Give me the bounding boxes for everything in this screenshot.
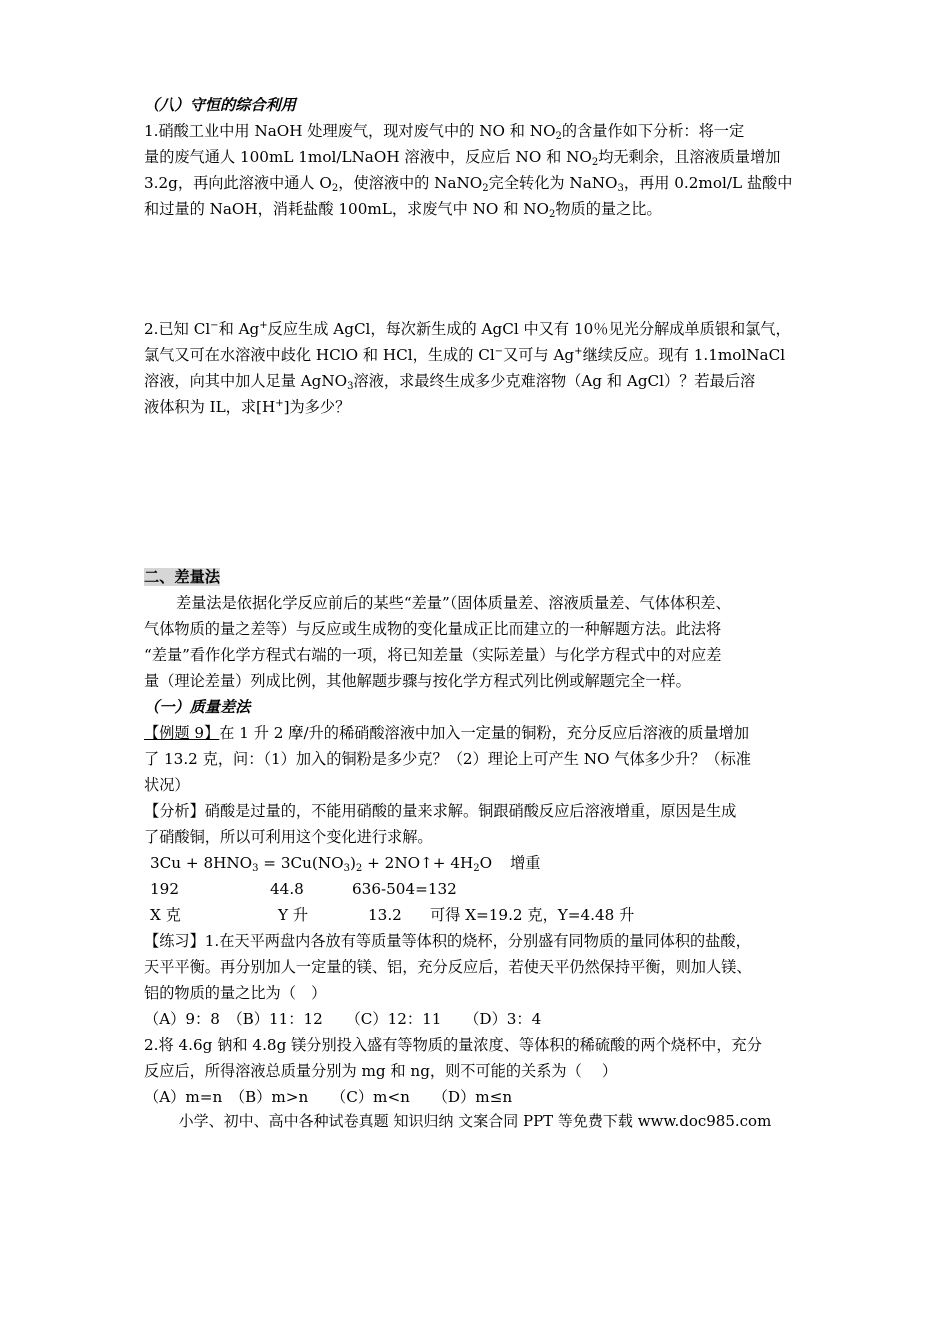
practice-line: 反应后，所得溶液总质量分别为 mg 和 ng，则不可能的关系为（ ） [144, 1062, 618, 1080]
eq-part: O [479, 854, 493, 872]
text: 物质的量之比。 [555, 200, 662, 218]
subscript: 3 [347, 381, 354, 392]
text: 溶液，向其中加人足量 AgNO [144, 372, 348, 390]
intro-line: “差量”看作化学方程式右端的一项，将已知差量（实际差量）与化学方程式中的对应差 [144, 646, 722, 664]
text: 状况） [144, 776, 190, 794]
eq-cell: 636-504=132 [352, 880, 457, 898]
subscript: 2 [482, 183, 489, 194]
equation-row [144, 876, 820, 902]
text: 2.已知 Cl [144, 320, 211, 338]
eq-cell: 192 [150, 880, 179, 898]
analysis-line: 【分析】硝酸是过量的，不能用硝酸的量来求解。铜跟硝酸反应后溶液增重，原因是生成 [144, 802, 737, 820]
text: 了 13.2 克，问：（1）加入的铜粉是多少克？（2）理论上可产生 NO 气体多少升？（标准 [144, 750, 751, 768]
example-label: 【例题 9】 [144, 724, 220, 742]
superscript: + [574, 346, 583, 357]
text: 量的废气通人 100mL 1mol/LNaOH 溶液中，反应后 NO 和 NO [144, 148, 592, 166]
text: 和 Ag [218, 320, 260, 338]
question-1 [144, 118, 820, 222]
intro-line: 量（理论差量）列成比例，其他解题步骤与按化学方程式列比例或解题完全一样。 [144, 672, 691, 690]
equation [144, 850, 820, 876]
text: ]为多少？ [283, 398, 351, 416]
practice-line: 【练习】1.在天平两盘内各放有等质量等体积的烧杯，分别盛有同物质的量同体积的盐酸， [144, 932, 751, 950]
text: 在 1 升 2 摩/升的稀硝酸溶液中加入一定量的铜粉，充分反应后溶液的质量增加 [219, 724, 750, 742]
text: 和过量的 NaOH，消耗盐酸 100mL，求废气中 NO 和 NO [144, 200, 549, 218]
eq-gain-label: 增重 [510, 854, 541, 872]
section-conservation [144, 92, 820, 222]
subscript: 2 [473, 863, 480, 874]
subscript: 3 [617, 183, 624, 194]
eq-cell: 可得 X=19.2 克，Y=4.48 升 [430, 906, 635, 924]
subscript: 2 [591, 157, 599, 168]
section-difference-method [144, 564, 820, 1110]
text: 继续反应。现有 1.1molNaCl [582, 346, 786, 364]
superscript: + [275, 398, 284, 409]
practice-line: 2.将 4.6g 钠和 4.8g 镁分别投入盛有等物质的量浓度、等体积的稀硫酸的两个烧杯中，充分 [144, 1036, 762, 1054]
text: ，再用 0.2mol/L 盐酸中 [623, 174, 793, 192]
practice-options: （A）9：8 （B）11：12 （C）12：11 （D）3：4 [144, 1010, 542, 1028]
section-heading: （八）守恒的综合利用 [144, 96, 296, 114]
intro-line: 差量法是依据化学反应前后的某些“差量”（固体质量差、溶液质量差、气体体积差、 [176, 594, 731, 612]
text: 溶液，求最终生成多少克难溶物（Ag 和 AgCl）？若最后溶 [353, 372, 756, 390]
superscript: − [494, 346, 504, 357]
text: 完全转化为 NaNO [488, 174, 618, 192]
text: 3.2g，再向此溶液中通人 O [144, 174, 332, 192]
superscript: + [259, 320, 268, 331]
practice-line: 铝的物质的量之比为（ ） [144, 984, 327, 1002]
text: 氯气又可在水溶液中歧化 HClO 和 HCl，生成的 Cl [144, 346, 495, 364]
eq-part: ) [349, 854, 356, 872]
question-2 [144, 316, 820, 420]
analysis-line: 了硝酸铜，所以可利用这个变化进行求解。 [144, 828, 433, 846]
text: ，使溶液中的 NaNO [338, 174, 483, 192]
eq-cell: Y 升 [278, 906, 309, 924]
superscript: − [210, 320, 219, 331]
subscript: 2 [548, 209, 556, 220]
subscript: 2 [331, 183, 339, 194]
section-heading: 二、差量法 [144, 568, 220, 586]
eq-part: 3Cu + 8HNO [150, 854, 253, 872]
intro-line: 气体物质的量之差等）与反应或生成物的变化量成正比而建立的一种解题方法。此法将 [144, 620, 722, 638]
eq-part: = 3Cu(NO [258, 854, 344, 872]
practice-options: （A）m=n （B）m>n （C）m<n （D）m≤n [144, 1088, 513, 1106]
eq-part: + 2NO↑+ 4H [362, 854, 474, 872]
subscript: 2 [355, 863, 363, 874]
eq-cell: X 克 [150, 906, 181, 924]
subsection-heading: （一）质量差法 [144, 698, 251, 716]
text: 又可与 Ag [503, 346, 575, 364]
subscript: 2 [555, 131, 562, 142]
text: 1.硝酸工业中用 NaOH 处理废气，现对废气中的 NO 和 NO [144, 122, 556, 140]
subscript: 3 [343, 863, 350, 874]
equation-row [144, 902, 820, 928]
text: 液体积为 IL，求[H [144, 398, 276, 416]
subscript: 3 [252, 863, 259, 874]
eq-cell: 44.8 [270, 880, 304, 898]
page-footer: 小学、初中、高中各种试卷真题 知识归纳 文案合同 PPT 等免费下载 www.doc985.com [178, 1112, 772, 1130]
practice-line: 天平平衡。再分别加人一定量的镁、铝，充分反应后，若使天平仍然保持平衡，则加人镁、 [144, 958, 752, 976]
text: 反应生成 AgCl，每次新生成的 AgCl 中又有 10％见光分解成单质银和氯气， [267, 320, 791, 338]
text: 的含量作如下分析：将一定 [561, 122, 745, 140]
eq-cell: 13.2 [368, 906, 402, 924]
text: 均无剩余，且溶液质量增加 [598, 148, 781, 166]
